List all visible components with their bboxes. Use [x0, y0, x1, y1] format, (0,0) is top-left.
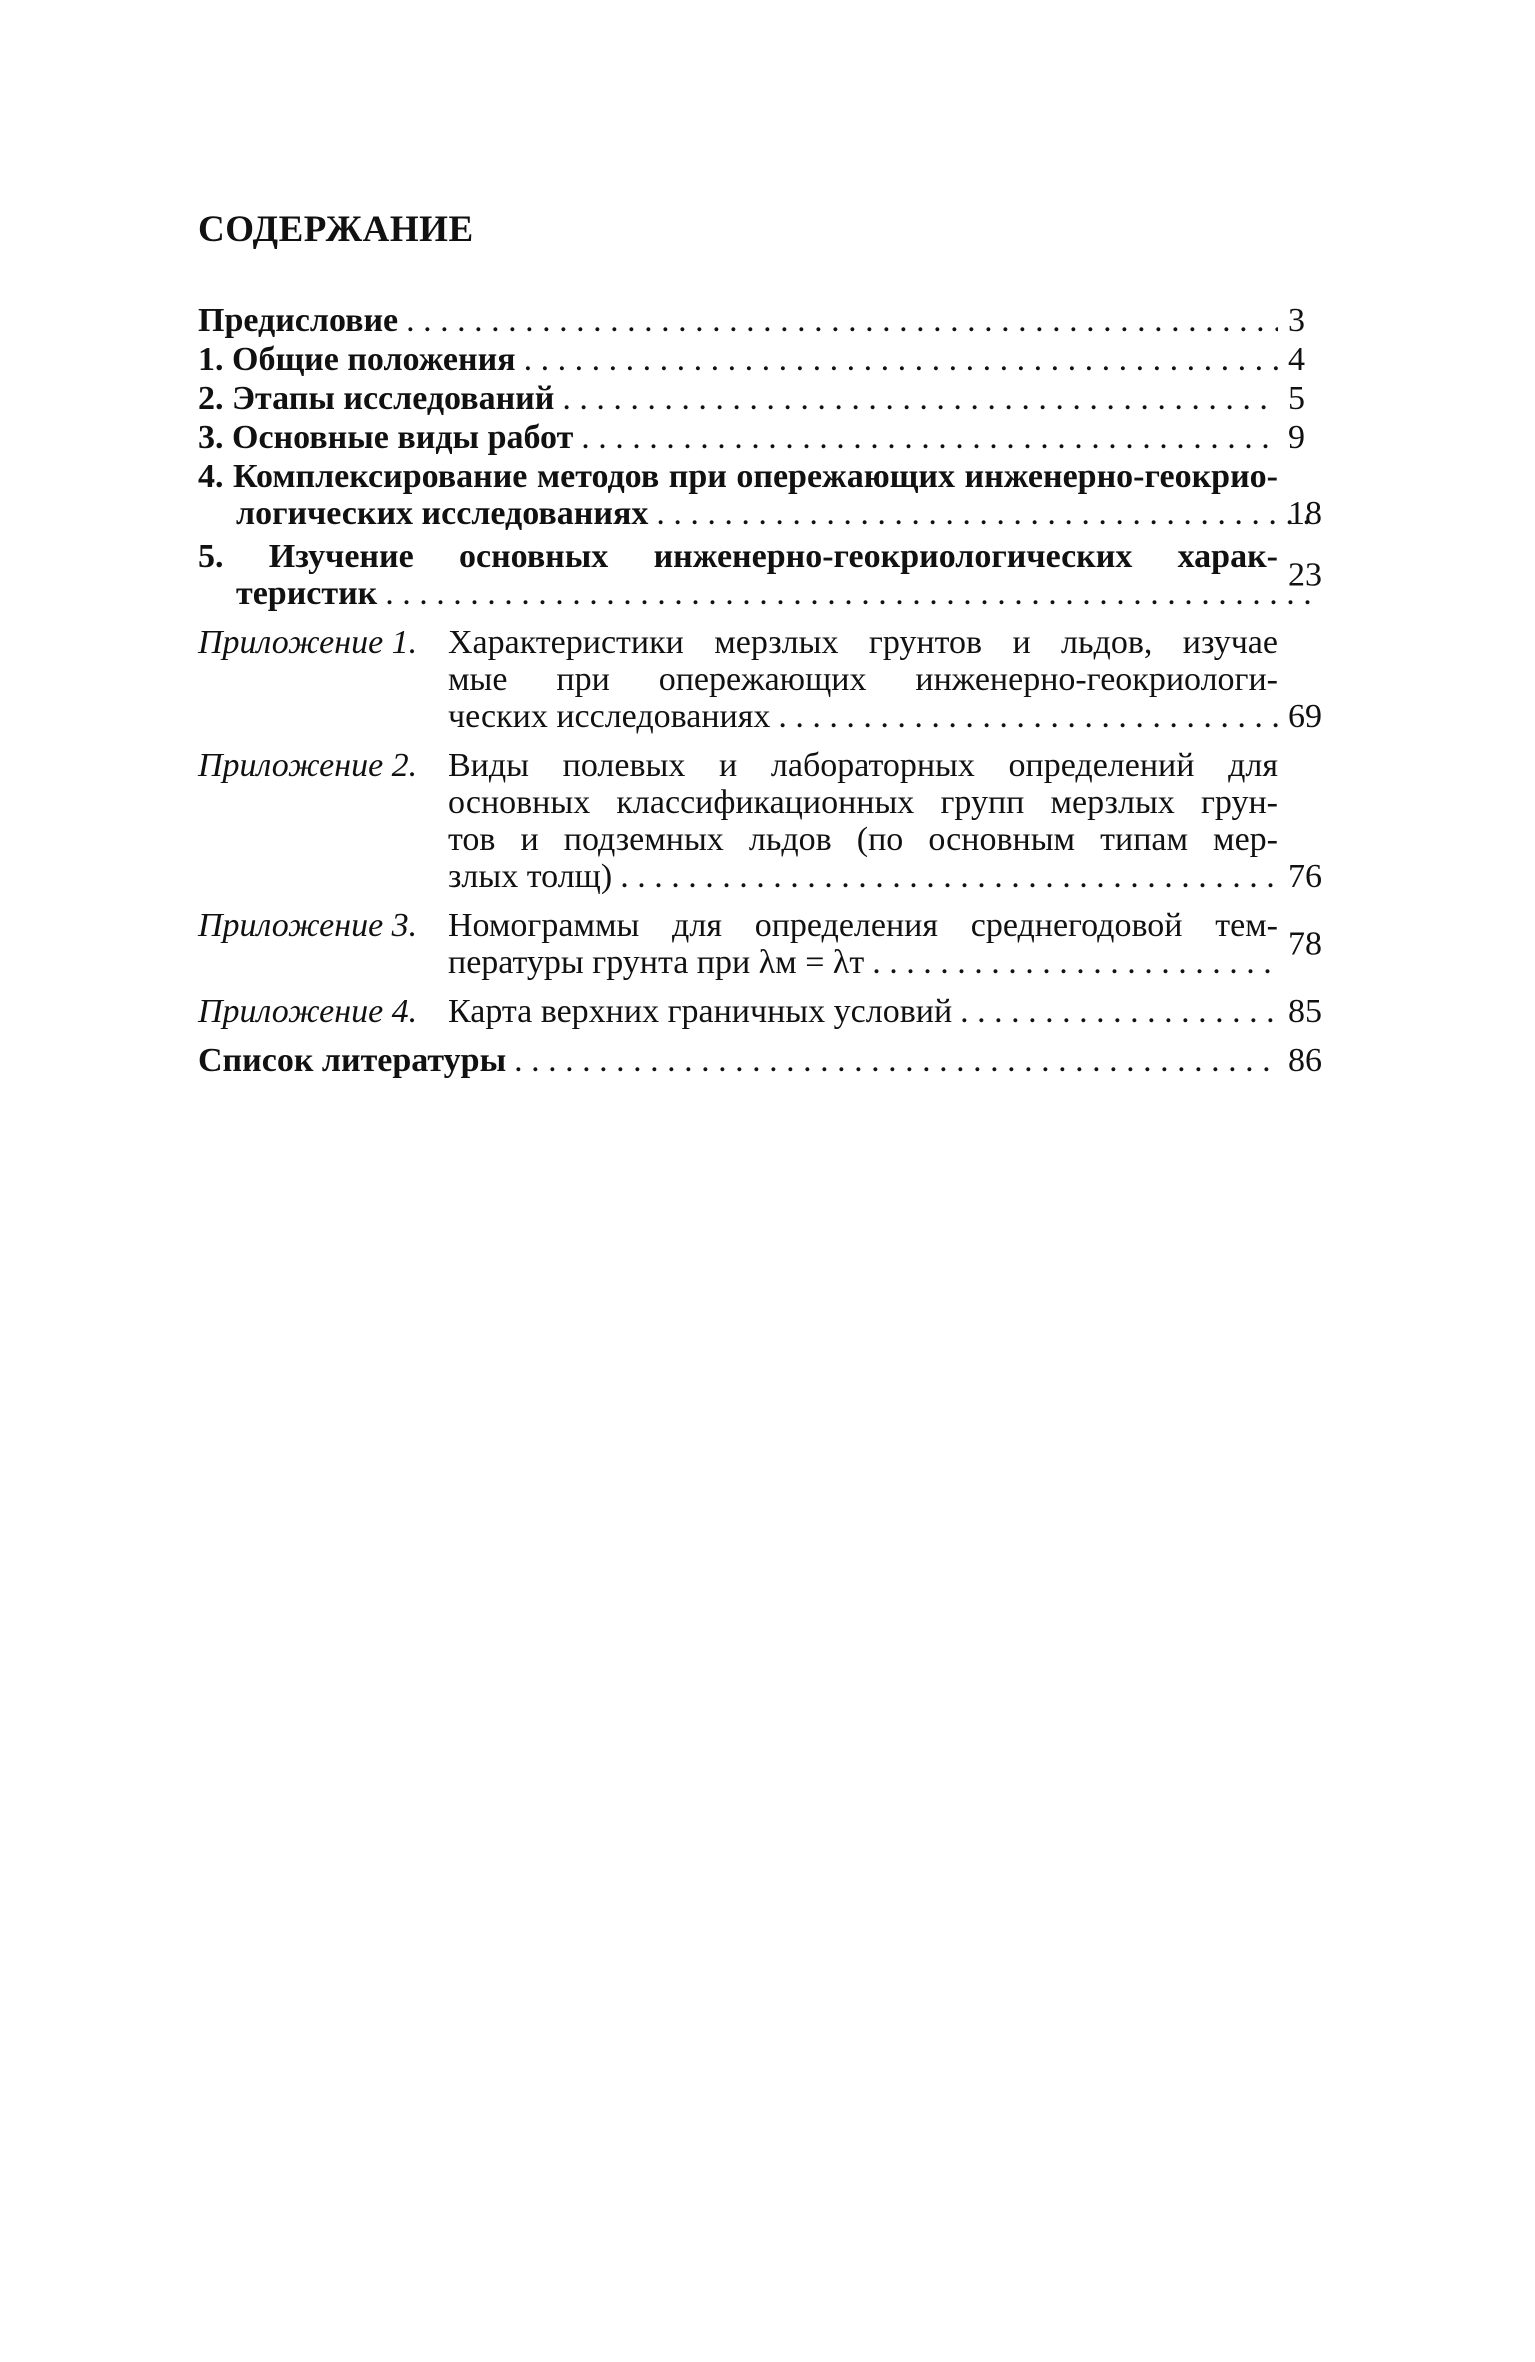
appendix-label: Приложение 2. — [198, 747, 418, 784]
toc-page-number: 69 — [1288, 698, 1322, 735]
toc-entry-text: Список литературы — [198, 1042, 507, 1079]
toc-entry-4 — [198, 458, 1338, 532]
toc-page-number: 76 — [1288, 858, 1322, 895]
toc-appendix-2 — [198, 747, 1338, 895]
appendix-label: Приложение 1. — [198, 624, 418, 661]
toc-entry-line: 4. Комплексирование методов при опережающих инженерно-геокрио- — [198, 458, 1278, 495]
toc-entry-text: 2. Этапы исследований — [198, 380, 555, 417]
toc-entry-2 — [198, 380, 1338, 417]
toc-page-number: 5 — [1288, 380, 1305, 417]
dot-leader — [524, 341, 1278, 378]
toc-page-number: 23 — [1288, 556, 1322, 594]
toc-entry-1 — [198, 341, 1338, 378]
toc-page-number: 3 — [1288, 302, 1305, 339]
dot-leader — [656, 495, 1316, 532]
dot-leader — [872, 944, 1278, 981]
appendix-line: Виды полевых и лабораторных определений для — [448, 747, 1278, 784]
toc-entry-text: 3. Основные виды работ — [198, 419, 574, 456]
appendix-line-last: ческих исследованиях — [448, 698, 771, 735]
appendix-line: мые при опережающих инженерно-геокриологи- — [448, 661, 1278, 698]
toc-entry-3 — [198, 419, 1338, 456]
appendix-line: тов и подземных льдов (по основным типам мер- — [448, 821, 1278, 858]
toc-page-number: 86 — [1288, 1042, 1322, 1079]
toc-page-number: 9 — [1288, 419, 1305, 456]
dot-leader — [778, 698, 1278, 735]
dot-leader — [514, 1042, 1278, 1079]
appendix-line-last: Карта верхних граничных условий — [448, 993, 953, 1030]
toc-appendix-3 — [198, 907, 1338, 981]
dot-leader — [562, 380, 1278, 417]
toc-entry-bibliography — [198, 1042, 1338, 1079]
toc-page-number: 4 — [1288, 341, 1305, 378]
toc-entry-5 — [198, 538, 1338, 612]
toc-entry-line: 5. Изучение основных инженерно-геокриологических харак- — [198, 538, 1278, 575]
dot-leader — [581, 419, 1278, 456]
dot-leader — [406, 302, 1278, 339]
page-title: СОДЕРЖАНИЕ — [198, 209, 474, 250]
appendix-line-last: злых толщ) — [448, 858, 613, 895]
table-of-contents — [198, 302, 1338, 1079]
dot-leader — [620, 858, 1278, 895]
appendix-line-last: пературы грунта при λм = λт — [448, 944, 865, 981]
toc-page-number: 85 — [1288, 993, 1322, 1030]
toc-page-number: 78 — [1288, 925, 1322, 963]
appendix-label: Приложение 3. — [198, 907, 418, 944]
appendix-label: Приложение 4. — [198, 993, 418, 1030]
toc-entry-preface — [198, 302, 1338, 339]
toc-entry-text: Предисловие — [198, 302, 399, 339]
toc-entry-text: теристик — [236, 575, 378, 612]
toc-page-number: 18 — [1288, 495, 1322, 532]
appendix-line: Характеристики мерзлых грунтов и льдов, изучае — [448, 624, 1278, 661]
toc-appendix-4 — [198, 993, 1338, 1030]
dot-leader — [960, 993, 1278, 1030]
toc-appendix-1 — [198, 624, 1338, 735]
dot-leader — [385, 575, 1316, 612]
toc-entry-text: логических исследованиях — [236, 495, 649, 532]
appendix-line: Номограммы для определения среднегодовой тем- — [448, 907, 1278, 944]
appendix-line: основных классификационных групп мерзлых грун- — [448, 784, 1278, 821]
toc-entry-text: 1. Общие положения — [198, 341, 516, 378]
